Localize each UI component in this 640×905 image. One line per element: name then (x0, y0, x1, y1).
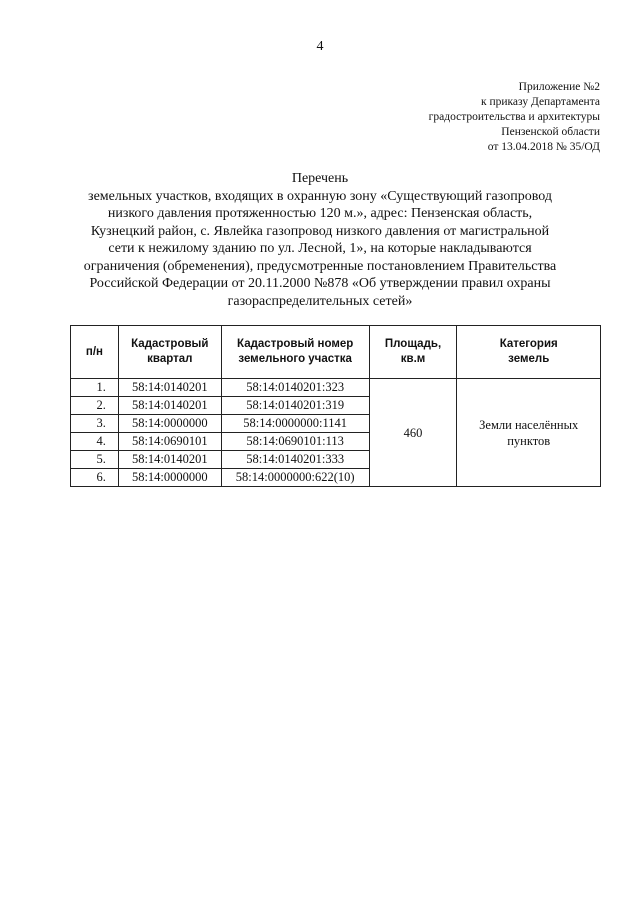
row-quarter: 58:14:0140201 (118, 379, 221, 397)
header-area-line: кв.м (400, 353, 426, 365)
row-num: 5. (71, 451, 119, 469)
category-line: пунктов (507, 433, 551, 448)
row-quarter: 58:14:0690101 (118, 433, 221, 451)
row-quarter: 58:14:0140201 (118, 451, 221, 469)
area-cell: 460 (369, 379, 457, 487)
row-num: 2. (71, 397, 119, 415)
header-category (457, 326, 601, 379)
appendix-line: градостроительства и архитектуры (428, 111, 600, 123)
header-category-line: Категория (499, 338, 558, 350)
header-quarter-line: Кадастровый (131, 338, 209, 350)
parcels-table (70, 325, 601, 487)
header-cadastral (221, 326, 369, 379)
header-quarter (118, 326, 221, 379)
heading-line: низкого давления протяженностью 120 м.», адрес: Пензенская область, (107, 206, 533, 221)
header-cadastral-line: Кадастровый номер (237, 338, 354, 350)
row-cadastral: 58:14:0140201:333 (221, 451, 369, 469)
document-heading (40, 170, 600, 310)
header-area (369, 326, 457, 379)
category-cell (457, 379, 601, 487)
appendix-line: к приказу Департамента (481, 96, 600, 108)
header-cadastral-line: земельного участка (238, 353, 352, 365)
row-cadastral: 58:14:0140201:323 (221, 379, 369, 397)
row-num: 3. (71, 415, 119, 433)
heading-line: сети к нежилому зданию по ул. Лесной, 1», на которые накладываются (108, 241, 532, 256)
heading-title: Перечень (291, 171, 349, 186)
heading-line: газораспределительных сетей» (227, 293, 413, 309)
header-num: п/н (71, 326, 119, 379)
heading-line: Кузнецкий район, с. Явлейка газопровод низкого давления от магистральной (90, 223, 550, 239)
row-num: 6. (71, 469, 119, 487)
row-quarter: 58:14:0140201 (118, 397, 221, 415)
header-category-line: земель (508, 353, 550, 365)
row-quarter: 58:14:0000000 (118, 469, 221, 487)
row-cadastral: 58:14:0000000:622(10) (221, 469, 369, 487)
heading-line: Российской Федерации от 20.11.2000 №878 «Об утверждении правил охраны (89, 276, 551, 291)
heading-line: ограничения (обременения), предусмотренные постановлением Правительства (83, 258, 557, 274)
row-num: 4. (71, 433, 119, 451)
page-number: 4 (316, 39, 324, 54)
row-quarter: 58:14:0000000 (118, 415, 221, 433)
table-row (71, 379, 601, 397)
header-quarter-line: квартал (147, 353, 193, 365)
row-cadastral: 58:14:0140201:319 (221, 397, 369, 415)
category-line: Земли населённых (479, 417, 579, 432)
appendix-line: Пензенской области (501, 126, 600, 138)
header-area-line: Площадь, (384, 338, 442, 350)
appendix-line: Приложение №2 (518, 81, 600, 93)
table-header-row (71, 326, 601, 379)
appendix-header (429, 80, 600, 155)
appendix-line: от 13.04.2018 № 35/ОД (487, 141, 600, 153)
row-cadastral: 58:14:0000000:1141 (221, 415, 369, 433)
heading-line: земельных участков, входящих в охранную зону «Существующий газопровод (88, 188, 552, 204)
row-num: 1. (71, 379, 119, 397)
row-cadastral: 58:14:0690101:113 (221, 433, 369, 451)
